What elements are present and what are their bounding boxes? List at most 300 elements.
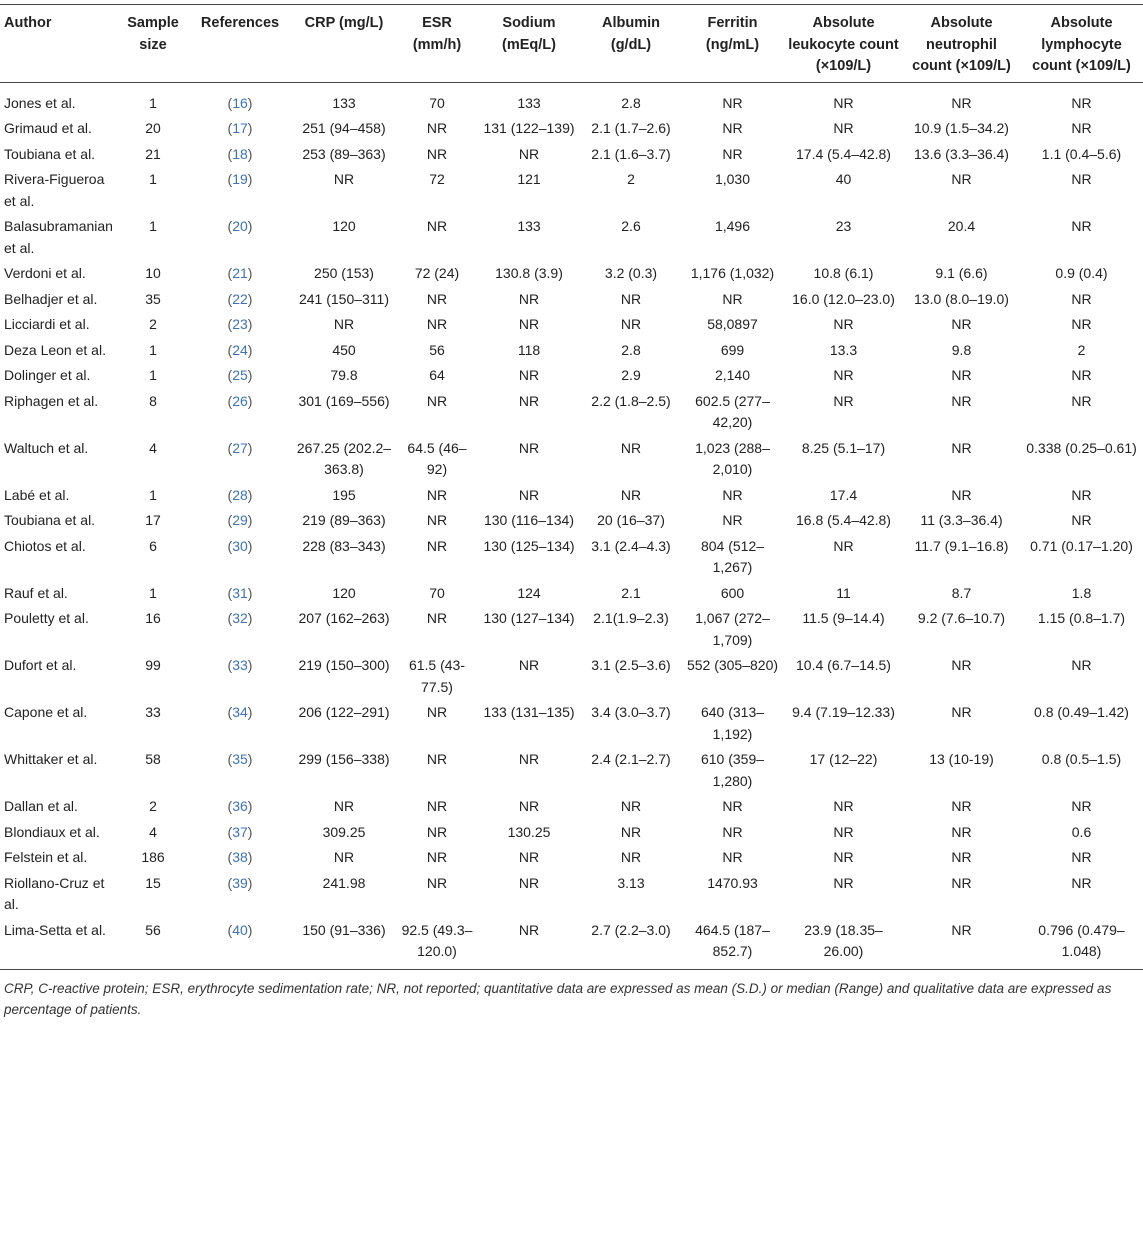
ferritin-cell: 602.5 (277–42,20) bbox=[695, 392, 770, 430]
ferritin-cell: NR bbox=[722, 145, 743, 162]
ferritin-cell: 610 (359–1,280) bbox=[700, 751, 765, 789]
esr-cell: NR bbox=[426, 537, 448, 554]
n-cell: 186 bbox=[141, 849, 165, 865]
table-row bbox=[0, 918, 1143, 970]
reference-link[interactable]: 17 bbox=[232, 120, 248, 136]
esr-cell: NR bbox=[426, 316, 448, 332]
sodium-cell: 124 bbox=[517, 584, 541, 601]
esr-cell: 72 bbox=[429, 171, 445, 187]
sodium-cell: 118 bbox=[517, 341, 541, 358]
lymph-cell: 0.338 (0.25–0.61) bbox=[1026, 439, 1137, 456]
reference-link[interactable]: 24 bbox=[232, 341, 248, 358]
lymph-cell: NR bbox=[1071, 218, 1092, 234]
n-cell: 15 bbox=[145, 874, 161, 891]
lymph-cell: 0.6 bbox=[1071, 823, 1092, 840]
author-cell: Dolinger et al. bbox=[4, 367, 91, 383]
table-row bbox=[0, 338, 1143, 364]
esr-cell: 70 bbox=[429, 94, 445, 111]
leuk-cell: NR bbox=[833, 392, 854, 409]
lab-findings-table bbox=[0, 4, 1143, 970]
lymph-cell: NR bbox=[1071, 392, 1092, 409]
n-cell: 1 bbox=[149, 486, 157, 503]
albumin-cell: 2.4 (2.1–2.7) bbox=[591, 751, 671, 767]
ferritin-cell: 464.5 (187–852.7) bbox=[695, 921, 770, 959]
author-cell: Deza Leon et al. bbox=[4, 341, 106, 358]
sodium-cell: NR bbox=[518, 316, 540, 332]
reference-link[interactable]: 19 bbox=[232, 171, 248, 187]
neut-cell: NR bbox=[951, 486, 972, 503]
reference-link[interactable]: 36 bbox=[232, 798, 248, 814]
ferritin-cell: 1470.93 bbox=[707, 874, 758, 891]
lymph-cell: 1.15 (0.8–1.7) bbox=[1037, 610, 1126, 626]
reference-link[interactable]: 18 bbox=[232, 145, 248, 162]
author-cell: Balasubramanian et al. bbox=[4, 218, 113, 256]
albumin-cell: 2.2 (1.8–2.5) bbox=[591, 392, 671, 409]
lymph-cell: 0.796 (0.479–1.048) bbox=[1038, 921, 1125, 959]
ferritin-cell: 552 (305–820) bbox=[686, 657, 779, 673]
table-row bbox=[0, 82, 1143, 116]
neut-cell: NR bbox=[951, 704, 972, 720]
leuk-cell: 13.3 bbox=[829, 341, 858, 358]
crp-cell: 250 (153) bbox=[314, 265, 374, 281]
ferritin-cell: NR bbox=[722, 94, 743, 111]
sodium-cell: NR bbox=[518, 439, 540, 456]
table-row bbox=[0, 653, 1143, 700]
leuk-cell: NR bbox=[833, 823, 854, 840]
neut-cell: NR bbox=[951, 316, 972, 332]
sodium-cell: 130 (127–134) bbox=[483, 610, 575, 626]
neut-cell: NR bbox=[951, 94, 972, 111]
esr-cell: NR bbox=[426, 218, 448, 234]
author-cell: Chiotos et al. bbox=[4, 537, 86, 554]
ferritin-cell: 1,067 (272–1,709) bbox=[695, 610, 770, 648]
sodium-cell: NR bbox=[518, 145, 540, 162]
crp-cell: 241 (150–311) bbox=[298, 290, 390, 307]
table-row bbox=[0, 389, 1143, 436]
reference-cell: (38) bbox=[227, 849, 253, 865]
neut-cell: 13 (10-19) bbox=[929, 751, 994, 767]
n-cell: 99 bbox=[145, 657, 161, 673]
albumin-cell: 2.1(1.9–2.3) bbox=[593, 610, 669, 626]
author-cell: Grimaud et al. bbox=[4, 120, 92, 136]
neut-cell: 11.7 (9.1–16.8) bbox=[914, 537, 1009, 554]
n-cell: 17 bbox=[145, 512, 161, 528]
albumin-cell: 2.6 bbox=[621, 218, 641, 234]
crp-cell: 207 (162–263) bbox=[298, 610, 390, 626]
ferritin-cell: 804 (512–1,267) bbox=[700, 537, 765, 575]
author-cell: Pouletty et al. bbox=[4, 610, 89, 626]
reference-link[interactable]: 30 bbox=[232, 537, 248, 554]
reference-cell: (19) bbox=[227, 171, 253, 187]
column-header: Author bbox=[4, 15, 52, 31]
albumin-cell: 2.8 bbox=[621, 94, 641, 111]
neut-cell: NR bbox=[951, 367, 972, 383]
lymph-cell: NR bbox=[1071, 290, 1092, 307]
reference-cell: (17) bbox=[227, 120, 253, 136]
neut-cell: NR bbox=[951, 657, 972, 673]
albumin-cell: 3.13 bbox=[617, 874, 645, 891]
esr-cell: NR bbox=[426, 120, 448, 136]
reference-cell: (37) bbox=[227, 823, 253, 840]
albumin-cell: NR bbox=[620, 849, 642, 865]
esr-cell: 72 (24) bbox=[414, 265, 460, 281]
reference-cell: (22) bbox=[227, 290, 253, 307]
reference-link[interactable]: 22 bbox=[232, 290, 248, 307]
neut-cell: NR bbox=[951, 171, 972, 187]
sodium-cell: NR bbox=[518, 367, 540, 383]
reference-cell: (36) bbox=[227, 798, 253, 814]
crp-cell: 120 bbox=[332, 218, 356, 234]
author-cell: Jones et al. bbox=[4, 94, 76, 111]
author-cell: Toubiana et al. bbox=[4, 512, 96, 528]
table-row bbox=[0, 261, 1143, 287]
lymph-cell: NR bbox=[1071, 367, 1092, 383]
author-cell: Rauf et al. bbox=[4, 584, 68, 601]
table-row bbox=[0, 287, 1143, 313]
reference-link[interactable]: 37 bbox=[232, 823, 248, 840]
esr-cell: 70 bbox=[429, 584, 445, 601]
lymph-cell: NR bbox=[1071, 849, 1092, 865]
albumin-cell: NR bbox=[620, 439, 642, 456]
reference-cell: (23) bbox=[227, 316, 253, 332]
ferritin-cell: NR bbox=[722, 120, 743, 136]
n-cell: 1 bbox=[149, 218, 157, 234]
reference-cell: (21) bbox=[227, 265, 253, 281]
lymph-cell: NR bbox=[1071, 94, 1092, 111]
n-cell: 8 bbox=[149, 392, 157, 409]
albumin-cell: NR bbox=[620, 823, 642, 840]
table-row bbox=[0, 534, 1143, 581]
albumin-cell: 3.4 (3.0–3.7) bbox=[591, 704, 671, 720]
leuk-cell: 40 bbox=[835, 171, 852, 187]
reference-cell: (24) bbox=[227, 341, 253, 358]
reference-link[interactable]: 38 bbox=[232, 849, 248, 865]
leuk-cell: 23 bbox=[835, 218, 852, 234]
leuk-cell: NR bbox=[833, 849, 854, 865]
crp-cell: NR bbox=[333, 316, 355, 332]
leuk-cell: 23.9 (18.35–26.00) bbox=[804, 921, 883, 959]
neut-cell: 13.0 (8.0–19.0) bbox=[914, 290, 1009, 307]
reference-cell: (32) bbox=[227, 610, 253, 626]
reference-link[interactable]: 20 bbox=[232, 218, 248, 234]
esr-cell: NR bbox=[426, 751, 448, 767]
reference-cell: (31) bbox=[227, 584, 253, 601]
n-cell: 35 bbox=[145, 290, 161, 307]
table-row bbox=[0, 747, 1143, 794]
author-cell: Rivera-Figueroa et al. bbox=[4, 171, 105, 209]
author-cell: Licciardi et al. bbox=[4, 316, 90, 332]
neut-cell: NR bbox=[951, 439, 972, 456]
reference-cell: (25) bbox=[227, 367, 253, 383]
n-cell: 1 bbox=[149, 341, 157, 358]
leuk-cell: 8.25 (5.1–17) bbox=[801, 439, 886, 456]
table-footnote: CRP, C-reactive protein; ESR, erythrocyte sedimentation rate; NR, not reported; quantitative data are expressed as mean (S.D.) or median (Range) and qualitative data are expressed as percentage of patients. bbox=[4, 980, 1112, 1017]
reference-cell: (28) bbox=[227, 486, 253, 503]
header-row bbox=[0, 5, 1143, 83]
sodium-cell: 133 bbox=[517, 218, 541, 234]
reference-link[interactable]: 31 bbox=[232, 584, 248, 601]
author-cell: Dufort et al. bbox=[4, 657, 77, 673]
neut-cell: 9.2 (7.6–10.7) bbox=[917, 610, 1006, 626]
crp-cell: 133 bbox=[332, 94, 356, 111]
crp-cell: 241.98 bbox=[322, 874, 366, 891]
albumin-cell: 2.8 bbox=[621, 341, 641, 358]
table-row bbox=[0, 483, 1143, 509]
neut-cell: NR bbox=[951, 823, 972, 840]
esr-cell: NR bbox=[426, 512, 448, 528]
leuk-cell: 11 bbox=[836, 584, 851, 601]
sodium-cell: 130 (125–134) bbox=[483, 537, 575, 554]
leuk-cell: 10.4 (6.7–14.5) bbox=[796, 657, 891, 673]
neut-cell: 11 (3.3–36.4) bbox=[920, 512, 1003, 528]
reference-cell: (30) bbox=[227, 537, 253, 554]
n-cell: 58 bbox=[145, 751, 161, 767]
sodium-cell: 130.25 bbox=[507, 823, 551, 840]
crp-cell: 299 (156–338) bbox=[298, 751, 390, 767]
crp-cell: 309.25 bbox=[322, 823, 366, 840]
reference-link[interactable]: 33 bbox=[232, 657, 248, 673]
n-cell: 33 bbox=[145, 704, 161, 720]
ferritin-cell: 58,0897 bbox=[707, 316, 758, 332]
author-cell: Toubiana et al. bbox=[4, 145, 96, 162]
lymph-cell: NR bbox=[1071, 486, 1092, 503]
leuk-cell: NR bbox=[833, 94, 854, 111]
table-row bbox=[0, 116, 1143, 142]
lymph-cell: NR bbox=[1071, 657, 1092, 673]
leuk-cell: NR bbox=[833, 367, 854, 383]
author-cell: Whittaker et al. bbox=[4, 751, 98, 767]
n-cell: 20 bbox=[145, 120, 161, 136]
reference-cell: (18) bbox=[227, 145, 253, 162]
sodium-cell: NR bbox=[518, 874, 540, 891]
author-cell: Belhadjer et al. bbox=[4, 290, 98, 307]
sodium-cell: 133 (131–135) bbox=[483, 704, 575, 720]
reference-link[interactable]: 34 bbox=[232, 704, 248, 720]
reference-link[interactable]: 28 bbox=[232, 486, 248, 503]
reference-link[interactable]: 23 bbox=[232, 316, 248, 332]
esr-cell: NR bbox=[426, 798, 448, 814]
leuk-cell: 16.0 (12.0–23.0) bbox=[792, 290, 895, 307]
neut-cell: NR bbox=[951, 921, 972, 938]
lymph-cell: NR bbox=[1071, 120, 1092, 136]
albumin-cell: NR bbox=[620, 798, 642, 814]
n-cell: 56 bbox=[145, 921, 161, 938]
ferritin-cell: 699 bbox=[720, 341, 745, 358]
esr-cell: NR bbox=[426, 145, 448, 162]
esr-cell: 92.5 (49.3–120.0) bbox=[401, 921, 473, 959]
reference-link[interactable]: 21 bbox=[232, 265, 248, 281]
reference-link[interactable]: 32 bbox=[232, 610, 248, 626]
albumin-cell: NR bbox=[620, 290, 642, 307]
column-header: References bbox=[200, 15, 280, 31]
sodium-cell: 133 bbox=[517, 94, 541, 111]
esr-cell: NR bbox=[426, 486, 448, 503]
author-cell: Dallan et al. bbox=[4, 798, 78, 814]
lymph-cell: 0.8 (0.5–1.5) bbox=[1041, 751, 1122, 767]
crp-cell: 267.25 (202.2–363.8) bbox=[296, 439, 392, 477]
lymph-cell: 1.8 bbox=[1071, 584, 1092, 601]
albumin-cell: 2.7 (2.2–3.0) bbox=[591, 921, 671, 938]
sodium-cell: 130.8 (3.9) bbox=[495, 265, 563, 281]
leuk-cell: 9.4 (7.19–12.33) bbox=[792, 704, 895, 720]
column-header: Albumin (g/dL) bbox=[602, 15, 660, 53]
table-row bbox=[0, 142, 1143, 168]
table-body bbox=[0, 82, 1143, 969]
n-cell: 4 bbox=[149, 823, 157, 840]
esr-cell: NR bbox=[426, 392, 448, 409]
esr-cell: 64 bbox=[429, 367, 445, 383]
table-row bbox=[0, 363, 1143, 389]
reference-link[interactable]: 25 bbox=[232, 367, 248, 383]
author-cell: Capone et al. bbox=[4, 704, 88, 720]
author-cell: Blondiaux et al. bbox=[4, 823, 100, 840]
leuk-cell: 11.5 (9–14.4) bbox=[802, 610, 885, 626]
esr-cell: NR bbox=[426, 849, 448, 865]
table-row bbox=[0, 214, 1143, 261]
ferritin-cell: 1,023 (288–2,010) bbox=[695, 439, 770, 477]
table-row bbox=[0, 312, 1143, 338]
reference-cell: (35) bbox=[227, 751, 253, 767]
lymph-cell: 0.9 (0.4) bbox=[1055, 265, 1108, 281]
crp-cell: 228 (83–343) bbox=[302, 537, 386, 554]
crp-cell: NR bbox=[333, 171, 355, 187]
n-cell: 10 bbox=[145, 265, 161, 281]
reference-cell: (29) bbox=[227, 512, 253, 528]
reference-cell: (20) bbox=[227, 218, 253, 234]
sodium-cell: NR bbox=[518, 921, 540, 938]
lymph-cell: NR bbox=[1071, 874, 1092, 891]
ferritin-cell: NR bbox=[722, 486, 743, 503]
column-header: Absolute neutrophil count (×109/L) bbox=[912, 15, 1011, 74]
column-header: Absolute leukocyte count (×109/L) bbox=[788, 15, 899, 74]
reference-link[interactable]: 29 bbox=[232, 512, 248, 528]
ferritin-cell: 1,030 bbox=[714, 171, 751, 187]
reference-link[interactable]: 16 bbox=[232, 94, 248, 111]
reference-cell: (39) bbox=[227, 874, 253, 891]
sodium-cell: 131 (122–139) bbox=[483, 120, 575, 136]
table-row bbox=[0, 167, 1143, 214]
table-row bbox=[0, 436, 1143, 483]
table-row bbox=[0, 871, 1143, 918]
crp-cell: 450 bbox=[332, 341, 356, 358]
column-header: Absolute lymphocyte count (×109/L) bbox=[1032, 15, 1131, 74]
neut-cell: 9.8 bbox=[951, 341, 972, 358]
ferritin-cell: NR bbox=[722, 290, 743, 307]
crp-cell: 251 (94–458) bbox=[302, 120, 386, 136]
neut-cell: NR bbox=[951, 874, 972, 891]
sodium-cell: 121 bbox=[517, 171, 541, 187]
n-cell: 16 bbox=[145, 610, 161, 626]
leuk-cell: 17.4 bbox=[829, 486, 858, 503]
reference-link[interactable]: 27 bbox=[232, 439, 248, 456]
column-header: CRP (mg/L) bbox=[304, 15, 384, 31]
column-header: ESR (mm/h) bbox=[412, 15, 462, 53]
author-cell: Labé et al. bbox=[4, 486, 70, 503]
table-row bbox=[0, 820, 1143, 846]
ferritin-cell: 600 bbox=[720, 584, 745, 601]
leuk-cell: NR bbox=[833, 316, 854, 332]
reference-link[interactable]: 26 bbox=[232, 392, 248, 409]
table-row bbox=[0, 508, 1143, 534]
table-row bbox=[0, 581, 1143, 607]
reference-cell: (34) bbox=[227, 704, 253, 720]
sodium-cell: NR bbox=[518, 751, 540, 767]
crp-cell: 195 bbox=[332, 486, 356, 503]
leuk-cell: 10.8 (6.1) bbox=[813, 265, 874, 281]
sodium-cell: NR bbox=[518, 392, 540, 409]
crp-cell: 219 (150–300) bbox=[298, 657, 390, 673]
crp-cell: 79.8 bbox=[330, 367, 358, 383]
esr-cell: NR bbox=[426, 610, 448, 626]
author-cell: Riollano-Cruz et al. bbox=[4, 874, 105, 912]
reference-cell: (16) bbox=[227, 94, 253, 111]
leuk-cell: NR bbox=[833, 798, 854, 814]
neut-cell: NR bbox=[951, 392, 972, 409]
albumin-cell: 2 bbox=[627, 171, 635, 187]
reference-link[interactable]: 39 bbox=[232, 874, 248, 891]
reference-cell: (26) bbox=[227, 392, 253, 409]
ferritin-cell: NR bbox=[722, 849, 743, 865]
sodium-cell: NR bbox=[518, 849, 540, 865]
lymph-cell: NR bbox=[1071, 512, 1092, 528]
lymph-cell: 0.8 (0.49–1.42) bbox=[1034, 704, 1129, 720]
table-header bbox=[0, 5, 1143, 83]
leuk-cell: 16.8 (5.4–42.8) bbox=[796, 512, 891, 528]
albumin-cell: NR bbox=[620, 316, 642, 332]
esr-cell: 61.5 (43-77.5) bbox=[408, 657, 466, 695]
sodium-cell: NR bbox=[518, 798, 540, 814]
n-cell: 6 bbox=[149, 537, 157, 554]
n-cell: 1 bbox=[149, 584, 157, 601]
author-cell: Riphagen et al. bbox=[4, 392, 99, 409]
n-cell: 21 bbox=[145, 145, 161, 162]
crp-cell: 120 bbox=[332, 584, 356, 601]
esr-cell: NR bbox=[426, 290, 448, 307]
ferritin-cell: NR bbox=[722, 512, 743, 528]
lymph-cell: NR bbox=[1071, 316, 1092, 332]
table-row bbox=[0, 845, 1143, 871]
reference-link[interactable]: 35 bbox=[232, 751, 248, 767]
esr-cell: 64.5 (46–92) bbox=[407, 439, 467, 477]
ferritin-cell: 640 (313–1,192) bbox=[700, 704, 765, 742]
reference-cell: (40) bbox=[227, 921, 253, 938]
table-row bbox=[0, 794, 1143, 820]
sodium-cell: 130 (116–134) bbox=[483, 512, 575, 528]
esr-cell: NR bbox=[426, 874, 448, 891]
crp-cell: 150 (91–336) bbox=[302, 921, 386, 938]
crp-cell: 253 (89–363) bbox=[302, 145, 386, 162]
ferritin-cell: NR bbox=[722, 823, 743, 840]
lymph-cell: NR bbox=[1071, 798, 1092, 814]
esr-cell: 56 bbox=[429, 341, 445, 358]
neut-cell: 13.6 (3.3–36.4) bbox=[914, 145, 1009, 162]
lymph-cell: 2 bbox=[1077, 341, 1086, 358]
lymph-cell: 1.1 (0.4–5.6) bbox=[1041, 145, 1122, 162]
reference-cell: (27) bbox=[227, 439, 253, 456]
esr-cell: NR bbox=[426, 704, 448, 720]
leuk-cell: 17.4 (5.4–42.8) bbox=[796, 145, 891, 162]
albumin-cell: 2.1 bbox=[621, 584, 641, 601]
author-cell: Lima-Setta et al. bbox=[4, 921, 106, 938]
column-header: Sample size bbox=[127, 15, 179, 53]
lymph-cell: NR bbox=[1071, 171, 1092, 187]
esr-cell: NR bbox=[426, 823, 448, 840]
neut-cell: 10.9 (1.5–34.2) bbox=[914, 120, 1009, 136]
albumin-cell: 2.1 (1.7–2.6) bbox=[591, 120, 671, 136]
albumin-cell: NR bbox=[620, 486, 642, 503]
reference-link[interactable]: 40 bbox=[232, 921, 248, 938]
ferritin-cell: 2,140 bbox=[714, 367, 751, 383]
